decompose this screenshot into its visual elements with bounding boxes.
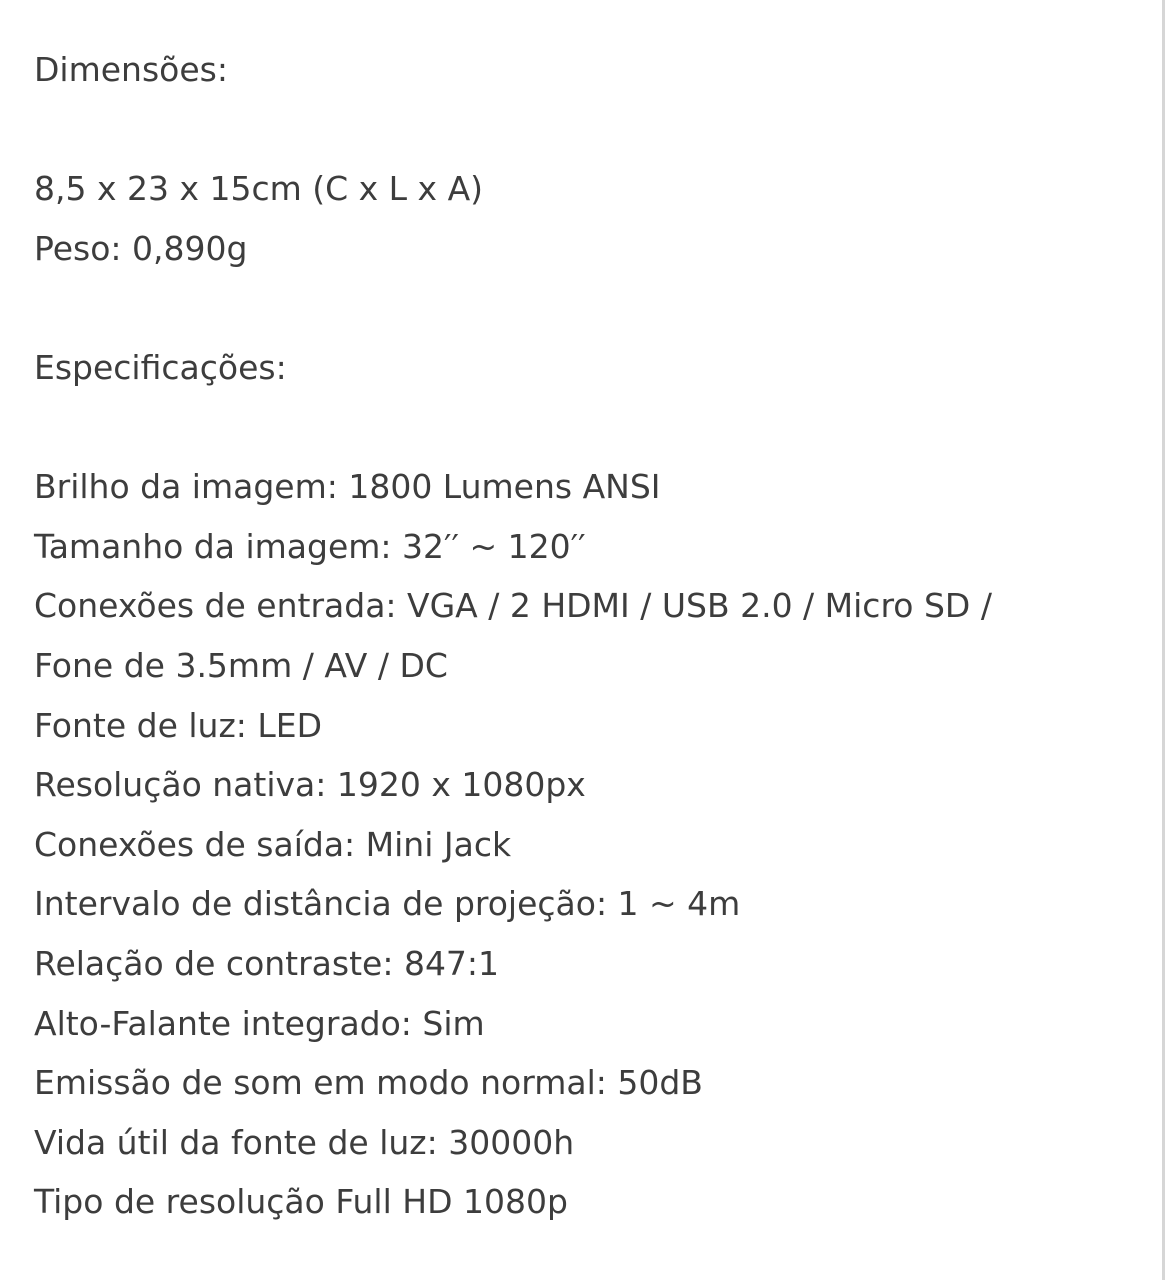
spec-line: Fonte de luz: LED: [34, 705, 323, 745]
spec-line: Intervalo de distância de projeção: 1 ~ 4m: [34, 884, 741, 924]
spacer: [34, 398, 1144, 458]
spec-line: Tipo de resolução Full HD 1080p: [34, 1182, 568, 1222]
spec-line: Conexões de saída: Mini Jack: [34, 824, 512, 864]
spacer: [34, 100, 1144, 160]
product-spec-text: [34, 40, 1144, 1232]
specifications-heading: Especificações:: [34, 347, 287, 387]
spec-line: Conexões de entrada: VGA / 2 HDMI / USB 2.0 / Micro SD /: [34, 586, 992, 626]
dimensions-size: 8,5 x 23 x 15cm (C x L x A): [34, 169, 484, 209]
spacer: [34, 278, 1144, 338]
dimensions-heading: Dimensões:: [34, 50, 228, 89]
dimensions-weight: Peso: 0,890g: [34, 228, 248, 268]
spec-line: Relação de contraste: 847:1: [34, 943, 500, 983]
spec-line: Vida útil da fonte de luz: 30000h: [34, 1122, 575, 1162]
spec-line: Resolução nativa: 1920 x 1080px: [34, 765, 586, 805]
spec-line: Tamanho da imagem: 32′′ ~ 120′′: [34, 526, 586, 566]
spec-line: Brilho da imagem: 1800 Lumens ANSI: [34, 467, 661, 507]
spec-line: Emissão de som em modo normal: 50dB: [34, 1063, 703, 1103]
spec-line: Fone de 3.5mm / AV / DC: [34, 645, 448, 685]
spec-line: Alto-Falante integrado: Sim: [34, 1003, 485, 1043]
